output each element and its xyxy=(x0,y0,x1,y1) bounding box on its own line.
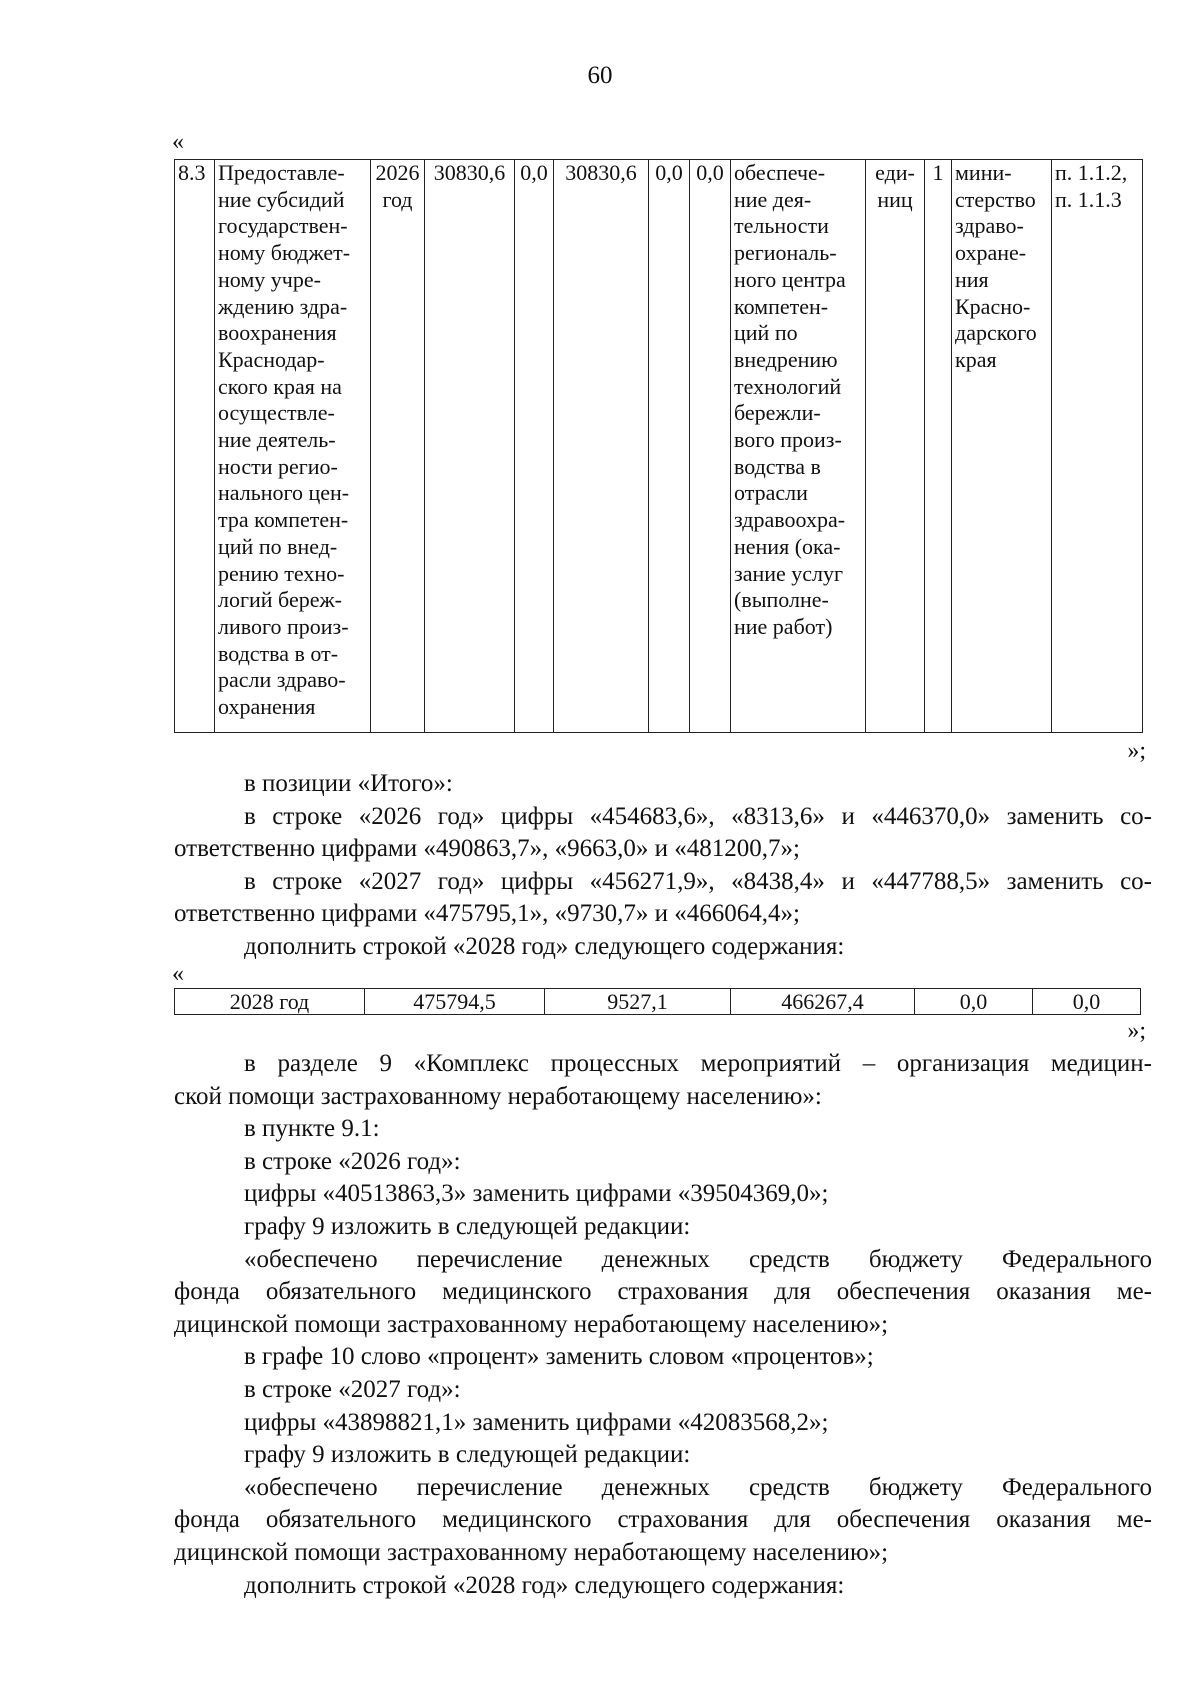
cell-line: бережли- xyxy=(734,400,821,426)
cell-line: ций по внед- xyxy=(218,533,338,559)
cell-line: тельности xyxy=(734,213,829,239)
cell-value: 1 xyxy=(925,160,952,733)
cell-line: нения (ока- xyxy=(734,533,841,559)
paragraph-line: фонда обязательного медицинского страхования для обеспечения оказания ме- xyxy=(174,1506,1152,1534)
cell-extra: 0,0 xyxy=(690,160,731,733)
cell-line: Предоставле- xyxy=(218,160,345,185)
cell-result xyxy=(731,160,866,733)
cell-line: вого произ- xyxy=(734,427,842,453)
cell-line: ниц xyxy=(877,186,913,212)
paragraph xyxy=(174,866,1152,931)
cell-line: обеспече- xyxy=(734,160,826,185)
cell-line: 2026 xyxy=(375,160,420,185)
cell-line: осуществле- xyxy=(218,400,335,426)
cell-line: охранения xyxy=(218,694,316,720)
paragraph xyxy=(174,1472,1152,1570)
cell-2028-year: 2028 год xyxy=(175,989,365,1015)
cell-2028-local: 0,0 xyxy=(915,989,1033,1015)
cell-line: ского края на xyxy=(218,373,342,399)
cell-year xyxy=(371,160,425,733)
cell-line: п. 1.1.2, xyxy=(1055,160,1128,185)
paragraph-line: в графе 10 слово «процент» заменить словом «процентов»; xyxy=(244,1343,874,1371)
cell-unit xyxy=(866,160,925,733)
paragraph xyxy=(174,801,1152,866)
cell-line: (выполне- xyxy=(734,587,829,613)
paragraph xyxy=(174,1407,1152,1440)
paragraph xyxy=(174,768,1152,801)
paragraph-line: фонда обязательного медицинского страхования для обеспечения оказания ме- xyxy=(174,1278,1152,1306)
amendments-block-1 xyxy=(174,768,1152,964)
page-number: 60 xyxy=(587,62,613,89)
cell-line: тра компетен- xyxy=(218,507,349,533)
cell-line: зание услуг xyxy=(734,560,844,586)
paragraph xyxy=(174,1048,1152,1113)
paragraph-line: «обеспечено перечисление денежных средств бюджету Федерального xyxy=(244,1245,1152,1273)
cell-line: ности регио- xyxy=(218,453,338,479)
paragraph-line: дицинской помощи застрахованному неработающему населению»; xyxy=(174,1538,889,1566)
cell-line: ному учре- xyxy=(218,266,321,292)
paragraph xyxy=(174,1374,1152,1407)
paragraph-line: дицинской помощи застрахованному неработающему населению»; xyxy=(174,1310,889,1338)
cell-line: компетен- xyxy=(734,293,829,319)
paragraph xyxy=(174,1439,1152,1472)
cell-line: здраво- xyxy=(955,213,1024,239)
cell-line: мини- xyxy=(955,160,1012,185)
paragraph xyxy=(174,1244,1152,1342)
paragraph xyxy=(174,1113,1152,1146)
cell-line: год xyxy=(382,186,413,212)
cell-line: здравоохра- xyxy=(734,507,846,533)
cell-line: ливого произ- xyxy=(218,613,349,639)
paragraph xyxy=(174,1341,1152,1374)
close-quote-1: »; xyxy=(1127,738,1146,764)
paragraph-line: в разделе 9 «Комплекс процессных мероприятий – организация медицин- xyxy=(244,1050,1152,1077)
paragraph-line: графу 9 изложить в следующей редакции: xyxy=(244,1441,691,1469)
paragraph-line: цифры «40513863,3» заменить цифрами «39504369,0»; xyxy=(244,1180,829,1208)
cell-reference xyxy=(1052,160,1143,733)
cell-line: п. 1.1.3 xyxy=(1055,186,1122,212)
paragraph-line: графу 9 изложить в следующей редакции: xyxy=(244,1212,691,1240)
cell-executor xyxy=(952,160,1052,733)
cell-line: дарского xyxy=(955,320,1037,346)
cell-2028-federal: 9527,1 xyxy=(545,989,731,1015)
cell-line: ние деятель- xyxy=(218,427,336,453)
cell-line: технологий xyxy=(734,373,842,399)
open-quote-1: « xyxy=(172,129,184,155)
paragraph-line: «обеспечено перечисление денежных средств бюджету Федерального xyxy=(244,1473,1152,1501)
cell-line: воохранения xyxy=(218,320,337,346)
cell-line: внедрению xyxy=(734,346,838,372)
paragraph xyxy=(174,1146,1152,1179)
cell-line: отрасли xyxy=(734,480,808,506)
cell-line: еди- xyxy=(875,160,915,185)
cell-line: водства в xyxy=(734,453,821,479)
cell-regional: 30830,6 xyxy=(554,160,649,733)
paragraph-line: в строке «2026 год»: xyxy=(244,1147,461,1175)
close-quote-2: »; xyxy=(1127,1018,1146,1044)
cell-line: ждению здра- xyxy=(218,293,348,319)
cell-name xyxy=(215,160,371,733)
cell-line: Краснодар- xyxy=(218,346,325,372)
table-item-8-3 xyxy=(174,159,1143,733)
cell-line: ние дея- xyxy=(734,186,812,212)
paragraph-line: дополнить строкой «2028 год» следующего содержания: xyxy=(244,1571,845,1599)
cell-line: ние работ) xyxy=(734,613,833,639)
paragraph-line: в пункте 9.1: xyxy=(244,1115,380,1143)
paragraph xyxy=(174,1570,1152,1603)
cell-line: Красно- xyxy=(955,293,1031,319)
cell-line: стерство xyxy=(955,186,1036,212)
amendments-block-2 xyxy=(174,1048,1152,1602)
cell-local: 0,0 xyxy=(649,160,690,733)
cell-line: логий береж- xyxy=(218,587,343,613)
cell-line: ние субсидий xyxy=(218,186,345,212)
paragraph xyxy=(174,1211,1152,1244)
cell-2028-regional: 466267,4 xyxy=(731,989,915,1015)
paragraph xyxy=(174,931,1152,964)
cell-line: охране- xyxy=(955,240,1027,266)
cell-2028-total: 475794,5 xyxy=(365,989,545,1015)
cell-line: ного центра xyxy=(734,266,846,292)
cell-line: нального цен- xyxy=(218,480,350,506)
cell-line: рению техно- xyxy=(218,560,345,586)
cell-line: ций по xyxy=(734,320,798,346)
cell-line: государствен- xyxy=(218,213,348,239)
paragraph-line: ответственно цифрами «490863,7», «9663,0» и «481200,7»; xyxy=(174,835,800,863)
paragraph-line: в строке «2027 год»: xyxy=(244,1375,461,1403)
open-quote-2: « xyxy=(172,961,184,987)
paragraph-line: дополнить строкой «2028 год» следующего содержания: xyxy=(244,932,845,960)
cell-line: ному бюджет- xyxy=(218,240,351,266)
cell-line: водства в от- xyxy=(218,640,339,666)
cell-federal: 0,0 xyxy=(515,160,554,733)
cell-num: 8.3 xyxy=(175,160,215,733)
paragraph xyxy=(174,1178,1152,1211)
paragraph-line: цифры «43898821,1» заменить цифрами «42083568,2»; xyxy=(244,1408,829,1436)
paragraph-line: в строке «2026 год» цифры «454683,6», «8313,6» и «446370,0» заменить со- xyxy=(244,802,1152,830)
cell-line: расли здраво- xyxy=(218,667,346,693)
cell-line: края xyxy=(955,346,997,372)
cell-total: 30830,6 xyxy=(425,160,515,733)
paragraph-line: в позиции «Итого»: xyxy=(244,770,453,797)
table-2028-row xyxy=(174,988,1141,1015)
cell-line: региональ- xyxy=(734,240,837,266)
paragraph-line: в строке «2027 год» цифры «456271,9», «8438,4» и «447788,5» заменить со- xyxy=(244,867,1152,895)
cell-2028-extra: 0,0 xyxy=(1033,989,1141,1015)
paragraph-line: ответственно цифрами «475795,1», «9730,7» и «466064,4»; xyxy=(174,900,800,928)
cell-line: ния xyxy=(955,266,989,292)
paragraph-line: ской помощи застрахованному неработающему населению»: xyxy=(174,1082,822,1110)
